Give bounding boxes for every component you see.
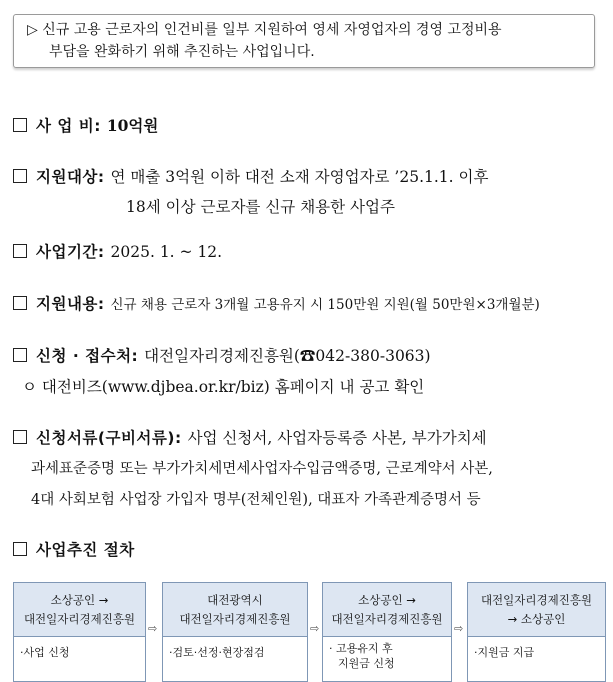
item-process <box>13 538 135 560</box>
item-budget: 사 업 비: 10억원 <box>13 114 158 136</box>
content-label: 지원내용 <box>36 295 98 313</box>
flow-step-body: 지원금 신청 <box>338 657 395 670</box>
checkbox-icon <box>13 169 27 183</box>
item-apply: 신청 · 접수처: 대전일자리경제진흥원(☎042-380-3063) <box>13 344 431 366</box>
docs-line-2: 과세표준증명 또는 부가가치세면세사업자수입금액증명, 근로계약서 사본, <box>31 461 493 477</box>
flow-arrow-icon: ⇨ <box>454 622 464 635</box>
apply-value: 대전일자리경제진흥원(☎042-380-3063) <box>144 347 431 365</box>
flow-step-body: ·지원금 지급 <box>474 646 535 659</box>
budget-label: 사 업 비 <box>36 117 95 135</box>
flow-step-head: 대전광역시 <box>207 592 263 607</box>
period-label: 사업기간 <box>36 243 98 261</box>
flow-step-body: ·검토·선정·현장점검 <box>169 646 265 659</box>
flow-step-head: 소상공인 → <box>50 592 109 607</box>
checkbox-icon <box>13 118 27 132</box>
item-docs: 신청서류(구비서류): 사업 신청서, 사업자등록증 사본, 부가가치세 <box>13 426 487 448</box>
checkbox-icon <box>13 348 27 362</box>
summary-line-1: ▷ 신규 고용 근로자의 인건비를 일부 지원하여 영세 자영업자의 경영 고정비용 <box>27 22 502 38</box>
target-line-1: 연 매출 3억원 이하 대전 소재 자영업자로 ’25.1.1. 이후 <box>110 168 489 186</box>
budget-value: 10억원 <box>106 116 159 135</box>
flow-step-head: 대전일자리경제진흥원 <box>331 611 443 626</box>
flow-step-head: 대전일자리경제진흥원 <box>480 592 593 607</box>
checkbox-icon <box>13 430 27 444</box>
flow-step-2 <box>162 582 308 682</box>
docs-line-3: 4대 사회보험 사업장 가입자 명부(전체인원), 대표자 가족관계증명서 등 <box>31 492 481 508</box>
flow-step-head: 대전일자리경제진흥원 <box>23 611 136 626</box>
docs-line-1: 사업 신청서, 사업자등록증 사본, 부가가치세 <box>187 429 487 447</box>
period-value: 2025. 1. ~ 12. <box>110 243 223 261</box>
flow-step-body: · 고용유지 후 <box>329 642 393 655</box>
apply-sub: ㅇ 대전비즈(www.djbea.or.kr/biz) 홈페이지 내 공고 확인 <box>22 378 425 396</box>
process-label: 사업추진 절차 <box>36 541 135 559</box>
item-target: 지원대상: 연 매출 3억원 이하 대전 소재 자영업자로 ’25.1.1. 이후 <box>13 165 488 187</box>
flow-step-head: → 소상공인 <box>507 611 566 626</box>
flow-step-1 <box>13 582 146 682</box>
target-line-2: 18세 이상 근로자를 신규 채용한 사업주 <box>126 198 395 216</box>
checkbox-icon <box>13 296 27 310</box>
summary-line-2: 부담을 완화하기 위해 추진하는 사업입니다. <box>49 44 315 60</box>
flow-step-head: 소상공인 → <box>358 592 416 607</box>
item-content: 지원내용: 신규 채용 근로자 3개월 고용유지 시 150만원 지원(월 50만원×3개월분) <box>13 292 540 314</box>
checkbox-icon <box>13 244 27 258</box>
checkbox-icon <box>13 542 27 556</box>
flow-step-4 <box>467 582 606 682</box>
apply-label: 신청 · 접수처 <box>36 347 132 365</box>
flow-arrow-icon: ⇨ <box>310 622 320 635</box>
docs-label: 신청서류(구비서류) <box>36 429 175 447</box>
item-period: 사업기간: 2025. 1. ~ 12. <box>13 240 222 262</box>
flow-arrow-icon: ⇨ <box>148 622 158 635</box>
flow-step-3 <box>322 582 452 682</box>
content-value: 신규 채용 근로자 3개월 고용유지 시 150만원 지원(월 50만원×3개월분) <box>110 297 540 313</box>
flow-step-head: 대전일자리경제진흥원 <box>179 611 291 626</box>
target-label: 지원대상 <box>36 168 98 186</box>
flow-step-body: ·사업 신청 <box>20 646 70 659</box>
summary-box <box>13 14 595 68</box>
